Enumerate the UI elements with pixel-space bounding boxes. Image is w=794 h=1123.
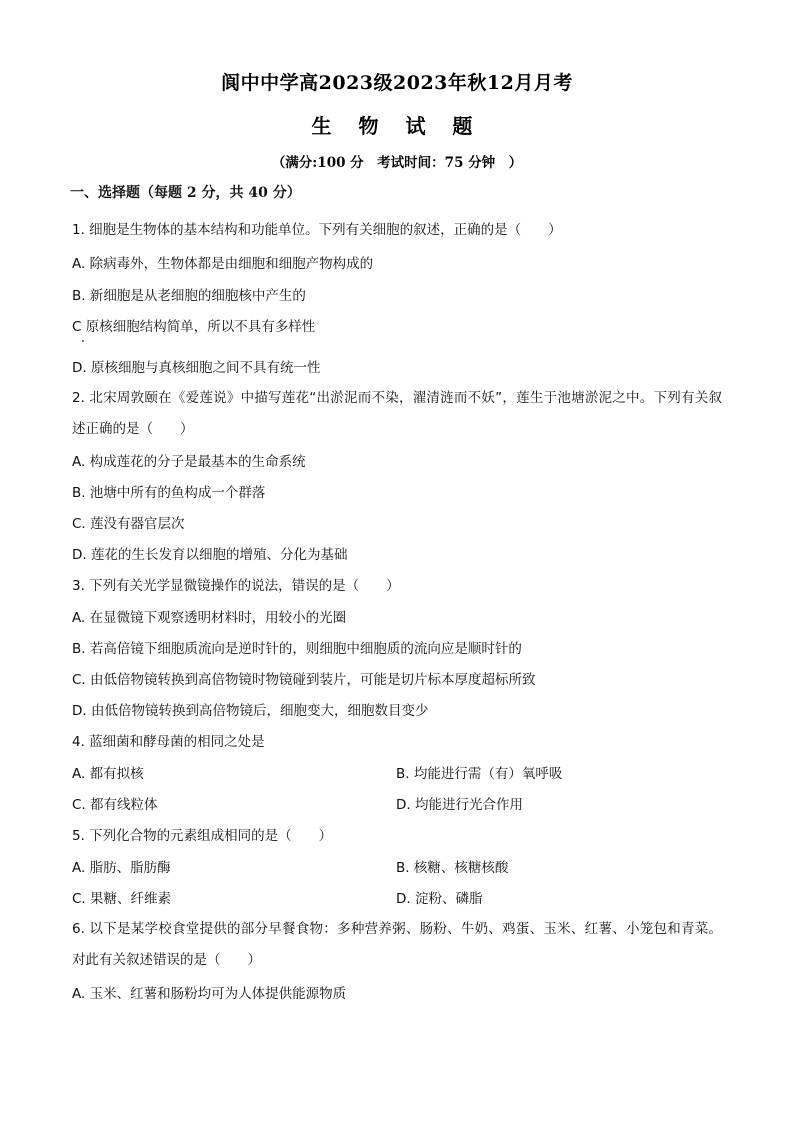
question-4-option-c: C. 都有线粒体 [72, 797, 158, 813]
question-3-option-a: A. 在显微镜下观察透明材料时，用较小的光圈 [72, 610, 347, 626]
question-2-option-b: B. 池塘中所有的鱼构成一个群落 [72, 485, 266, 501]
question-2-stem: 2. 北宋周敦颐在《爱莲说》中描写莲花“出淤泥而不染，濯清涟而不妖”，莲生于池塘淤泥之中。下列有关叙述正确的是（ ） [72, 390, 722, 437]
stray-dot [82, 340, 84, 342]
question-4-option-d: D. 均能进行光合作用 [396, 797, 523, 813]
question-1-stem: 1. 细胞是生物体的基本结构和功能单位。下列有关细胞的叙述，正确的是（ ） [72, 222, 562, 238]
exam-info: （满分:100 分 考试时间：75 分钟 ） [271, 155, 523, 171]
question-1-option-c: C 原核细胞结构简单，所以不具有多样性 [72, 319, 316, 335]
question-4-stem: 4. 蓝细菌和酵母菌的相同之处是 [72, 734, 265, 750]
question-3-option-b: B. 若高倍镜下细胞质流向是逆时针的，则细胞中细胞质的流向应是顺时针的 [72, 641, 522, 657]
question-5-option-b: B. 核糖、核糖核酸 [396, 860, 509, 876]
question-2-option-c: C. 莲没有器官层次 [72, 516, 185, 532]
question-6-stem: 6. 以下是某学校食堂提供的部分早餐食物：多种营养粥、肠粉、牛奶、鸡蛋、玉米、红薯、小笼包和青菜。对此有关叙述错误的是（ ） [72, 921, 722, 968]
question-3-option-d: D. 由低倍物镜转换到高倍物镜后，细胞变大，细胞数目变少 [72, 703, 429, 719]
question-5-option-c: C. 果糖、纤维素 [72, 891, 172, 907]
question-5-option-a: A. 脂肪、脂肪酶 [72, 860, 171, 876]
question-1-option-a: A. 除病毒外，生物体都是由细胞和细胞产物构成的 [72, 256, 374, 272]
question-2-option-d: D. 莲花的生长发育以细胞的增殖、分化为基础 [72, 547, 348, 563]
question-4-option-b: B. 均能进行需（有）氧呼吸 [396, 766, 563, 782]
subject-title: 生 物 试 题 [311, 114, 483, 138]
question-2-option-a: A. 构成莲花的分子是最基本的生命系统 [72, 454, 306, 470]
question-5-stem: 5. 下列化合物的元素组成相同的是（ ） [72, 828, 333, 844]
exam-title: 阆中中学高2023级2023年秋12月月考 [221, 72, 573, 94]
question-1-option-b: B. 新细胞是从老细胞的细胞核中产生的 [72, 288, 306, 304]
question-3-option-c: C. 由低倍物镜转换到高倍物镜时物镜碰到装片，可能是切片标本厚度超标所致 [72, 672, 536, 688]
question-4-option-a: A. 都有拟核 [72, 766, 144, 782]
section-heading: 一、选择题（每题 2 分，共 40 分） [70, 185, 301, 201]
question-3-stem: 3. 下列有关光学显微镜操作的说法，错误的是（ ） [72, 578, 400, 594]
question-5-option-d: D. 淀粉、磷脂 [396, 891, 483, 907]
question-6-option-a: A. 玉米、红薯和肠粉均可为人体提供能源物质 [72, 986, 347, 1002]
question-1-option-d: D. 原核细胞与真核细胞之间不具有统一性 [72, 360, 321, 376]
